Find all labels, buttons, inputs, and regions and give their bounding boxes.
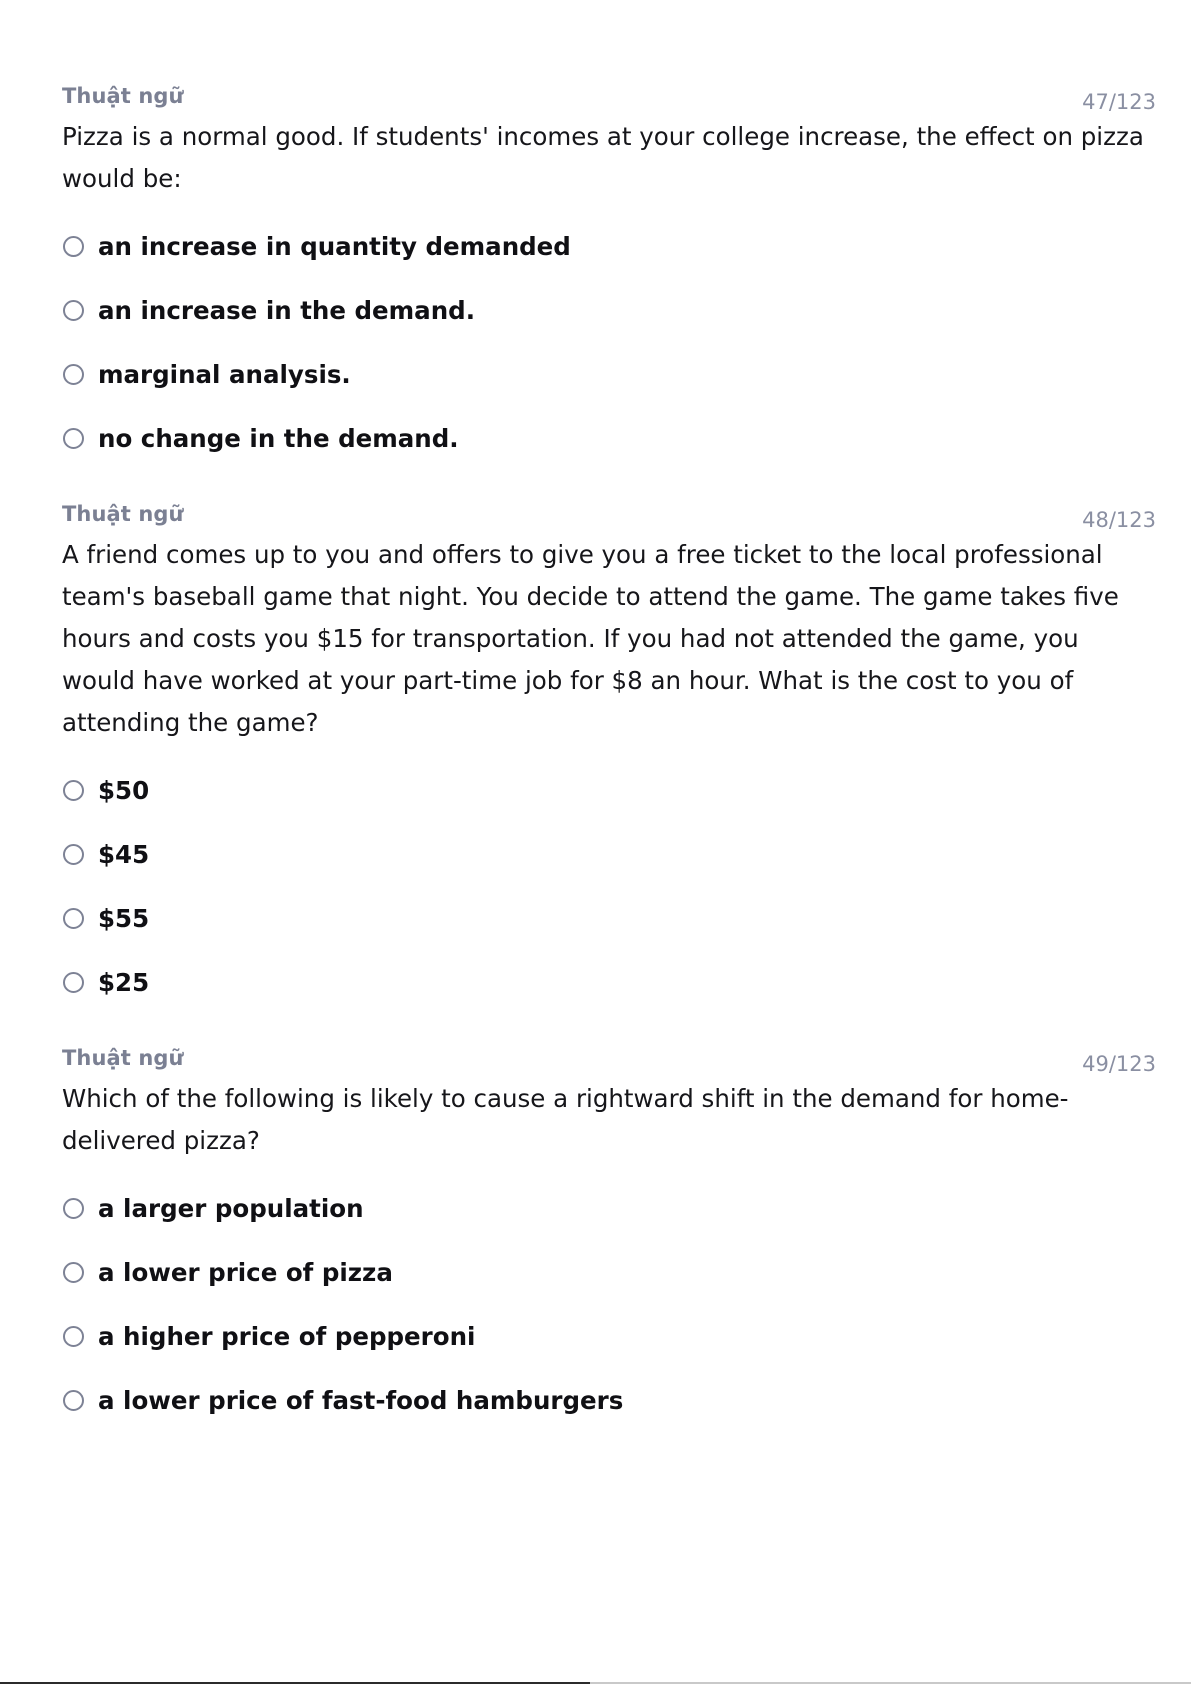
radio-button[interactable]: [63, 908, 84, 929]
question-card: [62, 496, 1156, 1014]
radio-button[interactable]: [63, 1326, 84, 1347]
answer-option-label: an increase in the demand.: [98, 295, 475, 325]
answer-option-label: $45: [98, 839, 150, 869]
answer-option[interactable]: [62, 1368, 1156, 1432]
question-card: [62, 1040, 1156, 1432]
radio-button[interactable]: [63, 1262, 84, 1283]
question-text: Pizza is a normal good. If students' incomes at your college increase, the effect on pizza would be:: [62, 122, 1144, 193]
question-text: Which of the following is likely to cause a rightward shift in the demand for home-delivered pizza?: [62, 1084, 1069, 1155]
answer-option-label: marginal analysis.: [98, 359, 351, 389]
radio-button[interactable]: [63, 1198, 84, 1219]
question-counter: 48/123: [1082, 508, 1156, 532]
answer-option-label: $55: [98, 903, 150, 933]
question-text: A friend comes up to you and offers to give you a free ticket to the local professional team's baseball game that night. You decide to attend the game. The game takes five hours and costs you $15 for transportation. If you had not attended the game, you would have worked at your part-time job for $8 an hour. What is the cost to you of attending the game?: [62, 540, 1119, 737]
question-term-label: Thuật ngữ: [62, 1046, 184, 1070]
answer-option[interactable]: [62, 1176, 1156, 1240]
question-counter: 47/123: [1082, 90, 1156, 114]
radio-button[interactable]: [63, 844, 84, 865]
answer-options: [62, 214, 1156, 470]
question-term-label: Thuật ngữ: [62, 84, 184, 108]
answer-option[interactable]: [62, 214, 1156, 278]
answer-option[interactable]: [62, 950, 1156, 1014]
answer-option[interactable]: [62, 406, 1156, 470]
answer-option-label: a lower price of fast-food hamburgers: [98, 1385, 624, 1415]
radio-button[interactable]: [63, 1390, 84, 1411]
answer-option[interactable]: [62, 1240, 1156, 1304]
answer-option[interactable]: [62, 758, 1156, 822]
answer-option[interactable]: [62, 1304, 1156, 1368]
question-header: [62, 1040, 1156, 1076]
question-header: [62, 78, 1156, 114]
answer-option[interactable]: [62, 822, 1156, 886]
question-card: [62, 78, 1156, 470]
radio-button[interactable]: [63, 428, 84, 449]
answer-option[interactable]: [62, 342, 1156, 406]
answer-options: [62, 1176, 1156, 1432]
radio-button[interactable]: [63, 300, 84, 321]
answer-option-label: a larger population: [98, 1193, 364, 1223]
question-term-label: Thuật ngữ: [62, 502, 184, 526]
question-header: [62, 496, 1156, 532]
answer-option[interactable]: [62, 278, 1156, 342]
answer-option-label: $25: [98, 967, 150, 997]
answer-option-label: $50: [98, 775, 150, 805]
radio-button[interactable]: [63, 972, 84, 993]
answer-options: [62, 758, 1156, 1014]
quiz-page: [62, 78, 1156, 1458]
answer-option-label: no change in the demand.: [98, 423, 459, 453]
radio-button[interactable]: [63, 364, 84, 385]
question-counter: 49/123: [1082, 1052, 1156, 1076]
radio-button[interactable]: [63, 780, 84, 801]
page-bottom-divider-light: [590, 1682, 1191, 1684]
answer-option-label: a higher price of pepperoni: [98, 1321, 476, 1351]
answer-option-label: a lower price of pizza: [98, 1257, 393, 1287]
answer-option[interactable]: [62, 886, 1156, 950]
answer-option-label: an increase in quantity demanded: [98, 231, 571, 261]
radio-button[interactable]: [63, 236, 84, 257]
